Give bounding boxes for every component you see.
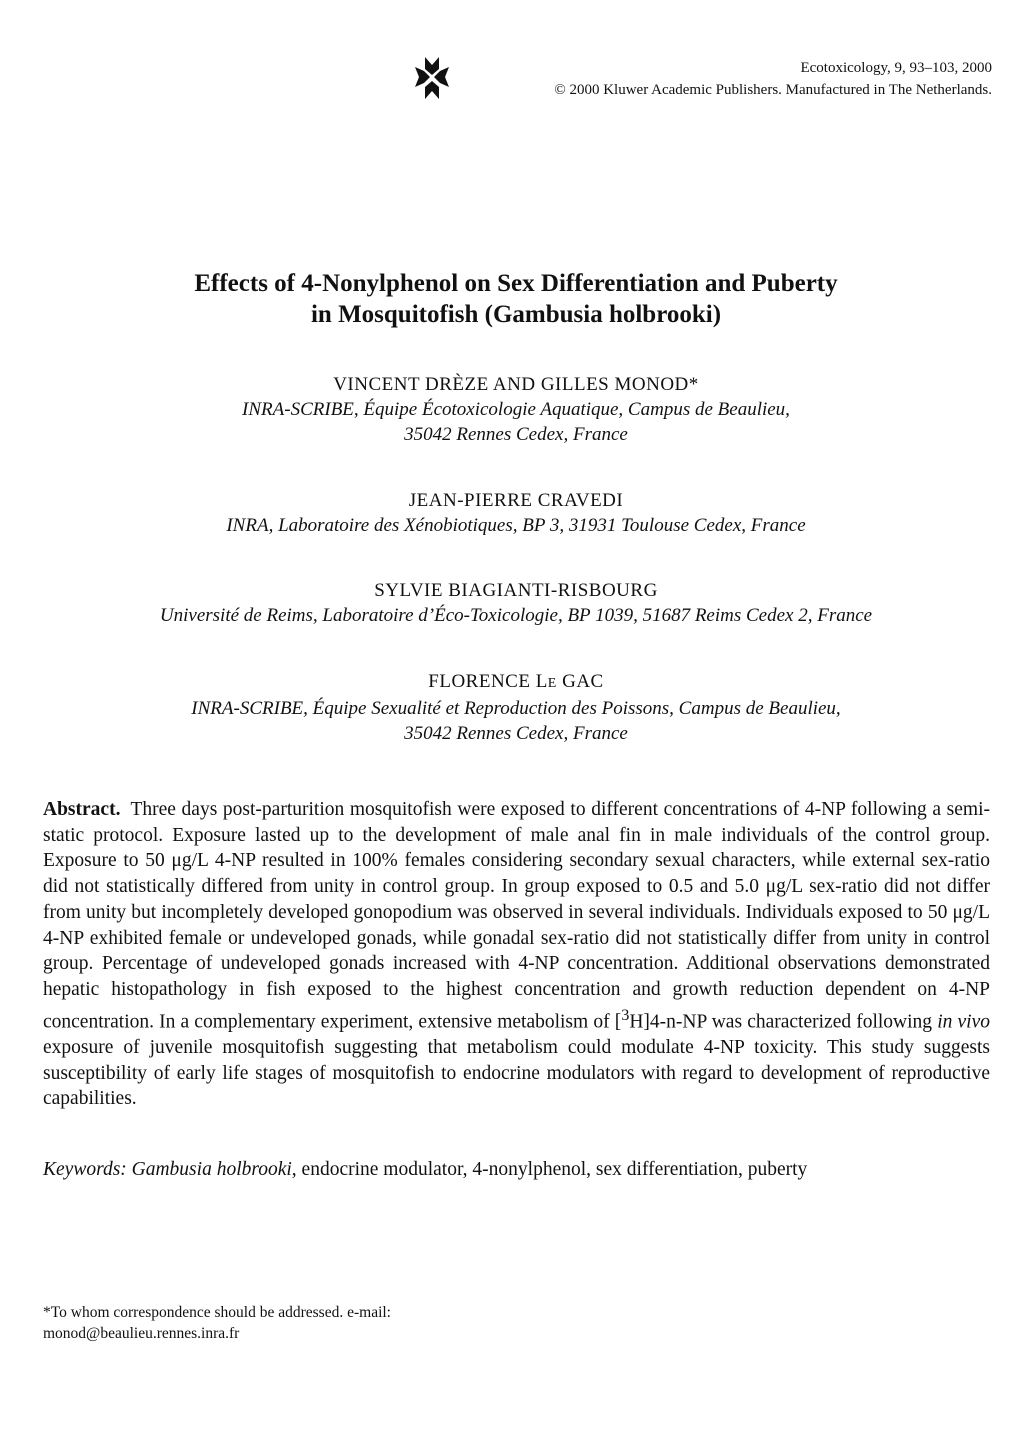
author-affiliation: 35042 Rennes Cedex, France	[404, 723, 628, 744]
author-group-2	[60, 488, 972, 538]
journal-citation: Ecotoxicology, 9, 93–103, 2000	[800, 60, 992, 76]
keywords-text: , endocrine modulator, 4-nonylphenol, sex differentiation, puberty	[291, 1159, 808, 1180]
keywords-label: Keywords: Gambusia holbrooki	[43, 1159, 292, 1180]
title-line-1: Effects of 4-Nonylphenol on Sex Differentiation and Puberty	[194, 270, 838, 297]
publisher-logo-icon	[415, 57, 449, 99]
footnote-line: *To whom correspondence should be addressed. e-mail:	[43, 1304, 391, 1321]
author-group-4	[60, 669, 972, 746]
author-affiliation: 35042 Rennes Cedex, France	[404, 424, 628, 445]
abstract-text: H]4-n-NP was characterized following	[629, 1011, 938, 1033]
author-name: FLORENCE LE GAC	[428, 671, 604, 692]
author-affiliation: INRA, Laboratoire des Xénobiotiques, BP 3, 31931 Toulouse Cedex, France	[226, 515, 806, 536]
abstract-text: exposure of juvenile mosquitofish suggesting that metabolism could modulate 4-NP toxicity. This study suggests susceptibility of early life stages of mosquitofish to endocrine modulators with regard to development of reproductive capabilities.	[43, 1036, 990, 1110]
abstract-text: Three days post-parturition mosquitofish were exposed to different concentrations of 4-NP following a semi-static protocol. Exposure lasted up to the development of male anal fin in male individuals of the control group. Exposure to 50 μg/L 4-NP resulted in 100% females considering secondary sexual characters, while external sex-ratio did not statistically differed from unity in control group. In group exposed to 0.5 and 5.0 μg/L sex-ratio did not differ from unity but incompletely developed gonopodium was observed in several individuals. Individuals exposed to 50 μg/L 4-NP exhibited female or undeveloped gonads, while gonadal sex-ratio did not statistically differ from unity in control group. Percentage of undeveloped gonads increased with 4-NP concentration. Additional observations demonstrated hepatic histopathology in fish exposed to the highest concentration and growth reduction dependent on 4-NP concentration. In a complementary experiment, extensive metabolism of [	[43, 799, 990, 1033]
author-name: SYLVIE BIAGIANTI-RISBOURG	[374, 580, 658, 601]
author-name: JEAN-PIERRE CRAVEDI	[408, 490, 624, 511]
author-affiliation: INRA-SCRIBE, Équipe Écotoxicologie Aquatique, Campus de Beaulieu,	[242, 399, 790, 420]
correspondence-footnote	[43, 1302, 493, 1344]
footnote-email: monod@beaulieu.rennes.inra.fr	[43, 1325, 240, 1342]
title-line-2: in Mosquitofish (Gambusia holbrooki)	[310, 301, 722, 328]
abstract-italic: in vivo	[937, 1011, 990, 1033]
abstract-superscript: 3	[621, 1005, 630, 1024]
abstract	[43, 797, 990, 1112]
author-name: VINCENT DRÈZE AND GILLES MONOD*	[333, 374, 699, 395]
journal-header	[412, 57, 992, 105]
author-affiliation: INRA-SCRIBE, Équipe Sexualité et Reproduction des Poissons, Campus de Beaulieu,	[191, 698, 841, 719]
abstract-label: Abstract.	[43, 799, 121, 820]
author-group-3	[60, 578, 972, 628]
author-affiliation: Université de Reims, Laboratoire d’Éco-Toxicologie, BP 1039, 51687 Reims Cedex 2, France	[159, 605, 873, 626]
author-group-1	[60, 372, 972, 447]
publisher-copyright: © 2000 Kluwer Academic Publishers. Manufactured in The Netherlands.	[554, 82, 992, 98]
keywords	[43, 1157, 990, 1183]
paper-title	[60, 268, 972, 330]
